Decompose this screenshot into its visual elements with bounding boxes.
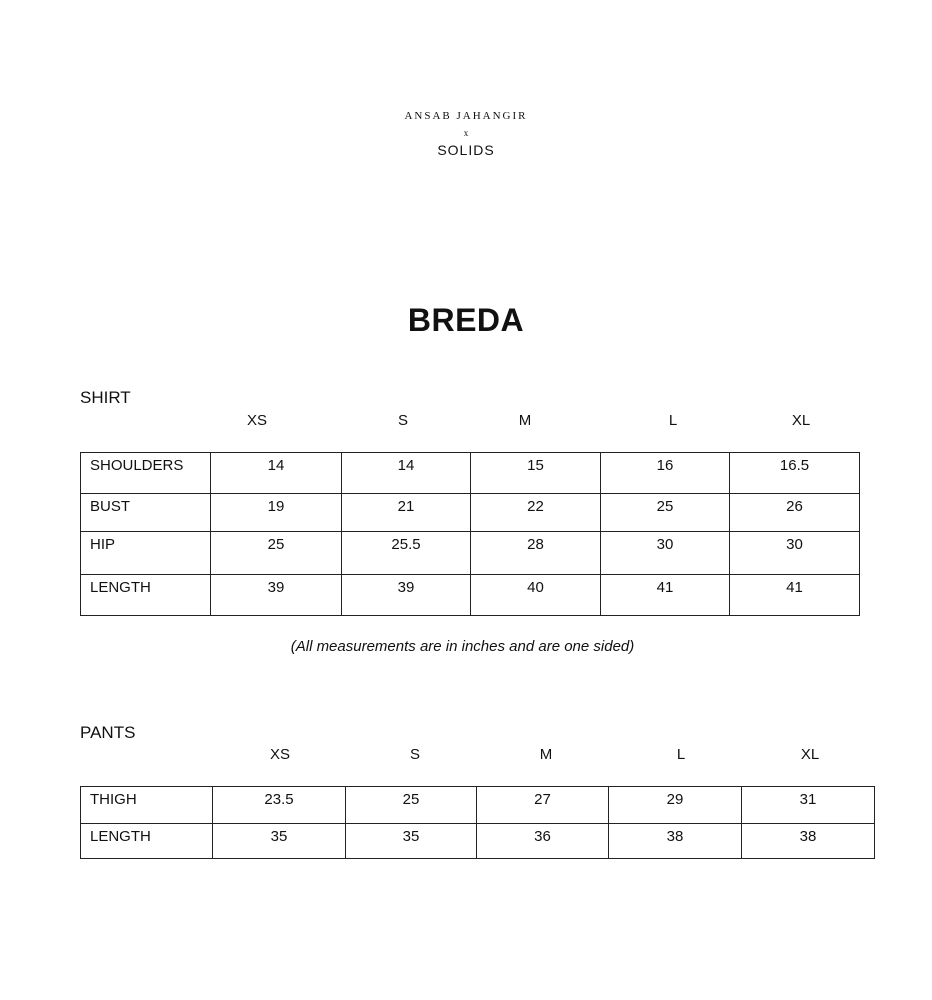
shirt-section-label: SHIRT xyxy=(80,388,131,407)
pants-size-headers xyxy=(0,746,932,766)
shirt-size-table xyxy=(80,452,860,616)
row-label: THIGH xyxy=(81,787,213,824)
table-cell: 27 xyxy=(477,787,609,824)
pants-size-s: S xyxy=(409,746,421,763)
table-cell: 41 xyxy=(730,575,860,616)
table-cell: 28 xyxy=(471,532,601,575)
shirt-size-xs: XS xyxy=(246,412,268,429)
table-cell: 16.5 xyxy=(730,453,860,494)
shirt-size-m: M xyxy=(518,412,532,429)
table-cell: 41 xyxy=(601,575,730,616)
pants-section-label: PANTS xyxy=(80,723,136,742)
brand-collection: SOLIDS xyxy=(437,142,495,158)
pants-size-l: L xyxy=(676,746,686,763)
pants-size-table xyxy=(80,786,875,859)
table-cell: 14 xyxy=(342,453,471,494)
table-cell: 36 xyxy=(477,824,609,859)
table-cell: 39 xyxy=(211,575,342,616)
brand-separator: x xyxy=(463,128,469,138)
shirt-size-l: L xyxy=(668,412,678,429)
row-label: BUST xyxy=(81,494,211,532)
shirt-size-headers xyxy=(0,412,932,432)
table-cell: 19 xyxy=(211,494,342,532)
table-cell: 29 xyxy=(609,787,742,824)
table-cell: 40 xyxy=(471,575,601,616)
table-cell: 39 xyxy=(342,575,471,616)
table-cell: 38 xyxy=(609,824,742,859)
pants-size-xs: XS xyxy=(269,746,291,763)
table-cell: 30 xyxy=(730,532,860,575)
table-cell: 25 xyxy=(601,494,730,532)
table-cell: 31 xyxy=(742,787,875,824)
table-cell: 35 xyxy=(346,824,477,859)
shirt-size-s: S xyxy=(397,412,409,429)
shirt-row-length xyxy=(81,575,860,616)
table-cell: 25 xyxy=(211,532,342,575)
pants-row-thigh xyxy=(81,787,875,824)
table-cell: 26 xyxy=(730,494,860,532)
table-cell: 14 xyxy=(211,453,342,494)
pants-size-m: M xyxy=(539,746,553,763)
table-cell: 15 xyxy=(471,453,601,494)
table-cell: 16 xyxy=(601,453,730,494)
row-label: HIP xyxy=(81,532,211,575)
pants-size-xl: XL xyxy=(800,746,820,763)
product-title: BREDA xyxy=(407,302,525,338)
table-cell: 25.5 xyxy=(342,532,471,575)
row-label: LENGTH xyxy=(81,575,211,616)
table-cell: 25 xyxy=(346,787,477,824)
shirt-row-shoulders xyxy=(81,453,860,494)
table-cell: 35 xyxy=(213,824,346,859)
pants-row-length xyxy=(81,824,875,859)
row-label: LENGTH xyxy=(81,824,213,859)
shirt-row-bust xyxy=(81,494,860,532)
shirt-row-hip xyxy=(81,532,860,575)
row-label: SHOULDERS xyxy=(81,453,211,494)
table-cell: 22 xyxy=(471,494,601,532)
shirt-size-xl: XL xyxy=(791,412,811,429)
measurement-note: (All measurements are in inches and are one sided) xyxy=(290,638,635,655)
table-cell: 30 xyxy=(601,532,730,575)
table-cell: 23.5 xyxy=(213,787,346,824)
table-cell: 38 xyxy=(742,824,875,859)
table-cell: 21 xyxy=(342,494,471,532)
brand-name: ANSAB JAHANGIR xyxy=(404,110,528,122)
